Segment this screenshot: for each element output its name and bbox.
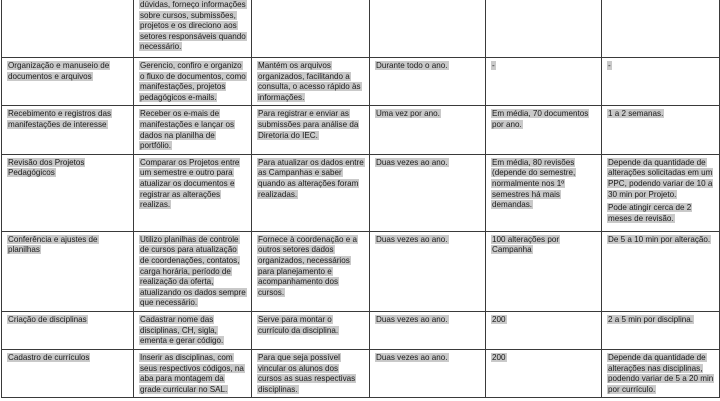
activities-table: [1, 0, 720, 398]
cell-activity: Conferência e ajustes de planilhas: [2, 231, 134, 311]
cell-description: Receber os e-mais de manifestações e lançar os dados na planilha de portfólio.: [134, 106, 252, 154]
cell-duration: Depende da quantidade de alterações solicitadas em um PPC, podendo variar de 10 a 30 min por Projeto. Pode atingir cerca de 2 meses de revisão.: [602, 154, 720, 231]
cell-purpose: [252, 0, 370, 58]
cell-description: Gerencio, confiro e organizo o fluxo de documentos, como manifestações, projetos pedagógicos e-mails.: [134, 58, 252, 106]
cell-activity: Revisão dos Projetos Pedagógicos: [2, 154, 134, 231]
table-row: [2, 58, 720, 106]
cell-description: Inserir as disciplinas, com seus respectivos códigos, na aba para montagem da grade curricular no SAL.: [134, 349, 252, 397]
cell-volume: -: [486, 58, 602, 106]
cell-frequency: [370, 0, 486, 58]
table-row: [2, 154, 720, 231]
table-row: [2, 349, 720, 397]
cell-volume: 200: [486, 349, 602, 397]
cell-volume: 100 alterações por Campanha: [486, 231, 602, 311]
cell-frequency: Duas vezes ao ano.: [370, 154, 486, 231]
cell-duration: De 5 a 10 min por alteração.: [602, 231, 720, 311]
table-row: [2, 311, 720, 349]
cell-duration: 2 a 5 min por disciplina.: [602, 311, 720, 349]
cell-frequency: Duas vezes ao ano.: [370, 349, 486, 397]
cell-purpose: Mantém os arquivos organizados, facilitando a consulta, o acesso rápido às informações.: [252, 58, 370, 106]
cell-frequency: Uma vez por ano.: [370, 106, 486, 154]
cell-volume: [486, 0, 602, 58]
cell-activity: Organização e manuseio de documentos e arquivos: [2, 58, 134, 106]
cell-duration: Depende da quantidade de alterações nas disciplinas, podendo variar de 5 a 20 min por currículo.: [602, 349, 720, 397]
table-row: [2, 0, 720, 58]
cell-activity: [2, 0, 134, 58]
cell-duration: -: [602, 58, 720, 106]
cell-description: Cadastrar nome das disciplinas, CH, sigla, ementa e gerar código.: [134, 311, 252, 349]
table-row: [2, 106, 720, 154]
cell-volume: 200: [486, 311, 602, 349]
cell-description: Utilizo planilhas de controle de cursos para atualização de coordenações, contatos, carga horária, período de realização da oferta, atualizando os dados sempre que necessário.: [134, 231, 252, 311]
cell-purpose: Para registrar e enviar as submissões para análise da Diretoria do IEC.: [252, 106, 370, 154]
cell-frequency: Durante todo o ano.: [370, 58, 486, 106]
cell-volume: Em média, 80 revisões (depende do semestre, normalmente nos 1º semestres há mais demandas.: [486, 154, 602, 231]
cell-activity: Recebimento e registros das manifestações de interesse: [2, 106, 134, 154]
cell-description: dúvidas, forneço informações sobre cursos, submissões, projetos e os direciono aos setores responsáveis quando necessário.: [134, 0, 252, 58]
cell-description: Comparar os Projetos entre um semestre e outro para atualizar os documentos e registrar as alterações realizas.: [134, 154, 252, 231]
cell-frequency: Duas vezes ao ano.: [370, 231, 486, 311]
cell-frequency: Duas vezes ao ano.: [370, 311, 486, 349]
cell-volume: Em média, 70 documentos por ano.: [486, 106, 602, 154]
cell-purpose: Para que seja possível vincular os alunos dos cursos as suas respectivas disciplinas.: [252, 349, 370, 397]
cell-activity: Criação de disciplinas: [2, 311, 134, 349]
cell-duration: [602, 0, 720, 58]
duration-note: Pode atingir cerca de 2 meses de revisão.: [608, 203, 692, 223]
cell-purpose: Fornece à coordenação e a outros setores dados organizados, necessários para planejamento e acompanhamento dos cursos.: [252, 231, 370, 311]
cell-purpose: Serve para montar o currículo da disciplina.: [252, 311, 370, 349]
cell-duration: 1 a 2 semanas.: [602, 106, 720, 154]
cell-activity: Cadastro de currículos: [2, 349, 134, 397]
table-row: [2, 231, 720, 311]
cell-purpose: Para atualizar os dados entre as Campanhas e saber quando as alterações foram realizadas.: [252, 154, 370, 231]
